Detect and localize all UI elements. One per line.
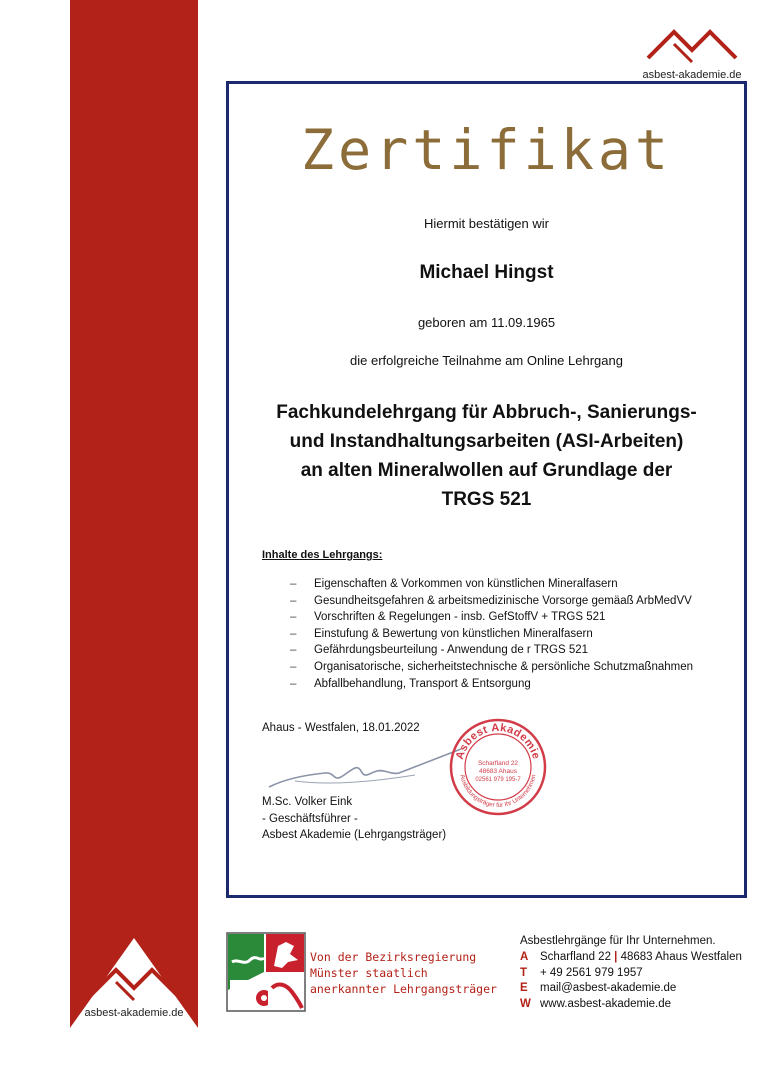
list-dash: –: [290, 644, 297, 657]
contact-web-value: www.asbest-akademie.de: [540, 998, 672, 1011]
signatory-org: Asbest Akademie (Lehrgangsträger): [262, 829, 447, 841]
intro-text: Hiermit bestätigen wir: [424, 216, 549, 231]
roof-logo-icon: [644, 24, 740, 64]
footer-logo-text: asbest-akademie.de: [84, 1007, 184, 1019]
signatory-block: [262, 794, 446, 844]
list-item: [290, 642, 693, 659]
stamp-line: 48683 Ahaus: [479, 768, 517, 775]
footer-logo: [80, 962, 188, 1019]
list-dash: –: [290, 660, 297, 673]
list-dash: –: [290, 578, 297, 590]
list-item-text: Eigenschaften & Vorkommen von künstlichen Mineralfasern: [314, 578, 618, 590]
authority-text: [310, 949, 497, 997]
course-line: an alten Mineralwollen auf Grundlage der: [300, 460, 673, 481]
red-ribbon: [70, 0, 198, 938]
signatory-role: - Geschäftsführer -: [262, 812, 358, 825]
contents-heading: Inhalte des Lehrgangs:: [262, 549, 383, 561]
header-logo-text: asbest-akademie.de: [642, 69, 742, 81]
participant-name: Michael Hingst: [419, 262, 554, 283]
list-item: [290, 593, 693, 610]
stamp-line: Scharfland 22: [477, 760, 519, 767]
list-item: [290, 626, 693, 643]
signatory-name: M.Sc. Volker Eink: [262, 796, 353, 808]
authority-line: Münster staatlich: [310, 966, 428, 980]
header-logo: [640, 24, 744, 81]
course-line: Fachkundelehrgang für Abbruch-, Sanierungs-: [276, 402, 697, 423]
contact-address: [520, 950, 742, 966]
list-dash: –: [290, 594, 297, 607]
contact-street: Scharfland 22: [540, 950, 611, 963]
contact-key: W: [520, 998, 531, 1011]
birth-date: geboren am 11.09.1965: [417, 315, 556, 330]
list-item-text: Organisatorische, sicherheitstechnische & persönliche Schutzmaßnahmen: [314, 660, 694, 673]
list-item-text: Vorschriften & Regelungen - insb. GefStoffV + TRGS 521: [314, 611, 606, 624]
nrw-coat-of-arms-icon: [226, 932, 306, 1012]
course-line: TRGS 521: [441, 489, 532, 510]
contact-city: 48683 Ahaus Westfalen: [620, 950, 742, 963]
participation-text: die erfolgreiche Teilnahme am Online Lehrgang: [350, 353, 623, 368]
list-dash: –: [290, 677, 297, 690]
list-item: [290, 676, 693, 693]
stamp-bottom-text: Ausbildungsträger für Ihr Unternehmen: [458, 773, 538, 810]
course-title: [226, 398, 747, 514]
authority-line: Von der Bezirksregierung: [310, 950, 477, 964]
contact-phone: [520, 966, 742, 982]
list-dash: –: [290, 627, 297, 640]
contact-tagline: Asbestlehrgänge für Ihr Unternehmen.: [520, 935, 716, 947]
contact-key: A: [520, 950, 529, 963]
course-line: und Instandhaltungsarbeiten (ASI-Arbeiten): [289, 431, 684, 452]
list-item-text: Abfallbehandlung, Transport & Entsorgung: [314, 677, 531, 690]
company-stamp: [448, 717, 548, 817]
list-item-text: Einstufung & Bewertung von künstlichen Mineralfasern: [314, 627, 593, 640]
certificate-title: Zertifikat: [300, 118, 673, 182]
contact-block: [520, 934, 742, 1013]
contact-web: [520, 997, 742, 1013]
list-dash: –: [290, 611, 297, 624]
stamp-top-text: Asbest Akademie: [453, 721, 543, 761]
list-item: [290, 659, 693, 676]
contact-separator: |: [614, 950, 618, 963]
signature: [265, 745, 465, 795]
list-item: [290, 576, 693, 593]
contact-email: [520, 981, 742, 997]
list-item-text: Gesundheitsgefahren & arbeitsmedizinische Vorsorge gemäaß ArbMedVV: [314, 594, 692, 607]
authority-line: anerkannter Lehrgangsträger: [310, 982, 497, 996]
contact-key: E: [520, 982, 528, 995]
contact-email-value: mail@asbest-akademie.de: [540, 982, 677, 995]
contact-key: T: [520, 966, 528, 979]
stamp-line: 02561 979 195-7: [475, 777, 521, 783]
roof-logo-icon: [86, 962, 182, 1002]
list-item-text: Gefährdungsbeurteilung - Anwendung de r TRGS 521: [314, 644, 589, 657]
contents-list: [290, 576, 693, 692]
contact-phone-value: + 49 2561 979 1957: [540, 966, 643, 979]
list-item: [290, 609, 693, 626]
place-date: Ahaus - Westfalen, 18.01.2022: [262, 722, 420, 734]
